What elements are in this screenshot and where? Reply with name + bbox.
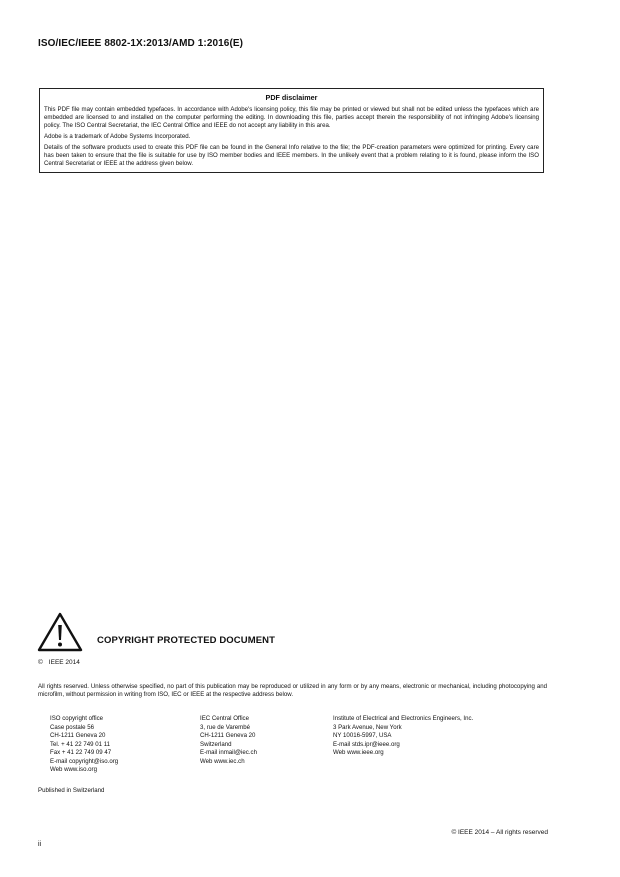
address-line: NY 10016-5997, USA: [333, 732, 392, 739]
address-line: 3 Park Avenue, New York: [333, 723, 402, 731]
rights-statement: All rights reserved. Unless otherwise specified, no part of this publication may be reproduced or utilized in any form or by any means, electronic or mechanical, including photocopying and microfilm, without permission in writing from ISO, IEC or IEEE at the respective address below.: [38, 683, 547, 699]
document-id: ISO/IEC/IEEE 8802-1X:2013/AMD 1:2016(E): [38, 38, 244, 49]
address-line: CH-1211 Geneva 20: [200, 732, 256, 739]
disclaimer-paragraph: Adobe is a trademark of Adobe Systems Incorporated.: [44, 133, 191, 140]
page-number: ii: [38, 841, 42, 848]
address-line: Fax + 41 22 749 09 47: [50, 749, 112, 756]
address-line: E-mail copyright@iso.org: [50, 757, 119, 765]
copyright-holder-year: IEEE 2014: [48, 659, 80, 666]
disclaimer-heading: PDF disclaimer: [265, 93, 318, 102]
copyright-year: [38, 659, 80, 666]
address-line: Web www.ieee.org: [333, 749, 384, 756]
address-line: ISO copyright office: [50, 715, 104, 722]
address-line: Case postale 56: [50, 723, 95, 731]
address-line: Web www.iec.ch: [200, 757, 245, 765]
iso-address: [50, 715, 118, 775]
address-line: E-mail inmail@iec.ch: [200, 749, 257, 756]
warning-triangle-icon: [37, 612, 83, 652]
iec-address: [200, 715, 257, 766]
copyright-heading: COPYRIGHT PROTECTED DOCUMENT: [97, 635, 276, 646]
copyright-symbol: ©: [38, 659, 43, 666]
disclaimer-paragraph: Details of the software products used to create this PDF file can be found in the General Info relative to the file; the PDF-creation parameters were optimized for printing. Every care has been taken to ensure that the file is suitable for use by ISO member bodies and IEEE members. In the unlikely event that a problem relating to it is found, please inform the ISO Central Secretariat or IEEE at the address given below.: [44, 144, 539, 167]
address-line: CH-1211 Geneva 20: [50, 732, 106, 739]
address-line: IEC Central Office: [200, 715, 249, 722]
disclaimer-paragraph: This PDF file may contain embedded typefaces. In accordance with Adobe's licensing policy, this file may be printed or viewed but shall not be edited unless the typefaces which are embedded are licensed to and installed on the computer performing the editing. In downloading this file, parties accept therein the responsibility of not infringing Adobe's licensing policy. The ISO Central Secretariat, the IEC Central Office and IEEE do not accept any liability in this area.: [44, 106, 539, 129]
address-line: Web www.iso.org: [50, 766, 97, 773]
ieee-address: [333, 715, 473, 758]
pdf-disclaimer-box: [39, 88, 544, 173]
address-line: 3, rue de Varembé: [200, 723, 251, 731]
address-line: Tel. + 41 22 749 01 11: [50, 740, 111, 748]
address-line: E-mail stds.ipr@ieee.org: [333, 740, 400, 748]
footer-copyright: © IEEE 2014 – All rights reserved: [451, 829, 548, 836]
published-location: Published in Switzerland: [38, 787, 105, 794]
address-line: Switzerland: [200, 740, 232, 748]
address-line: Institute of Electrical and Electronics Engineers, Inc.: [333, 715, 474, 722]
